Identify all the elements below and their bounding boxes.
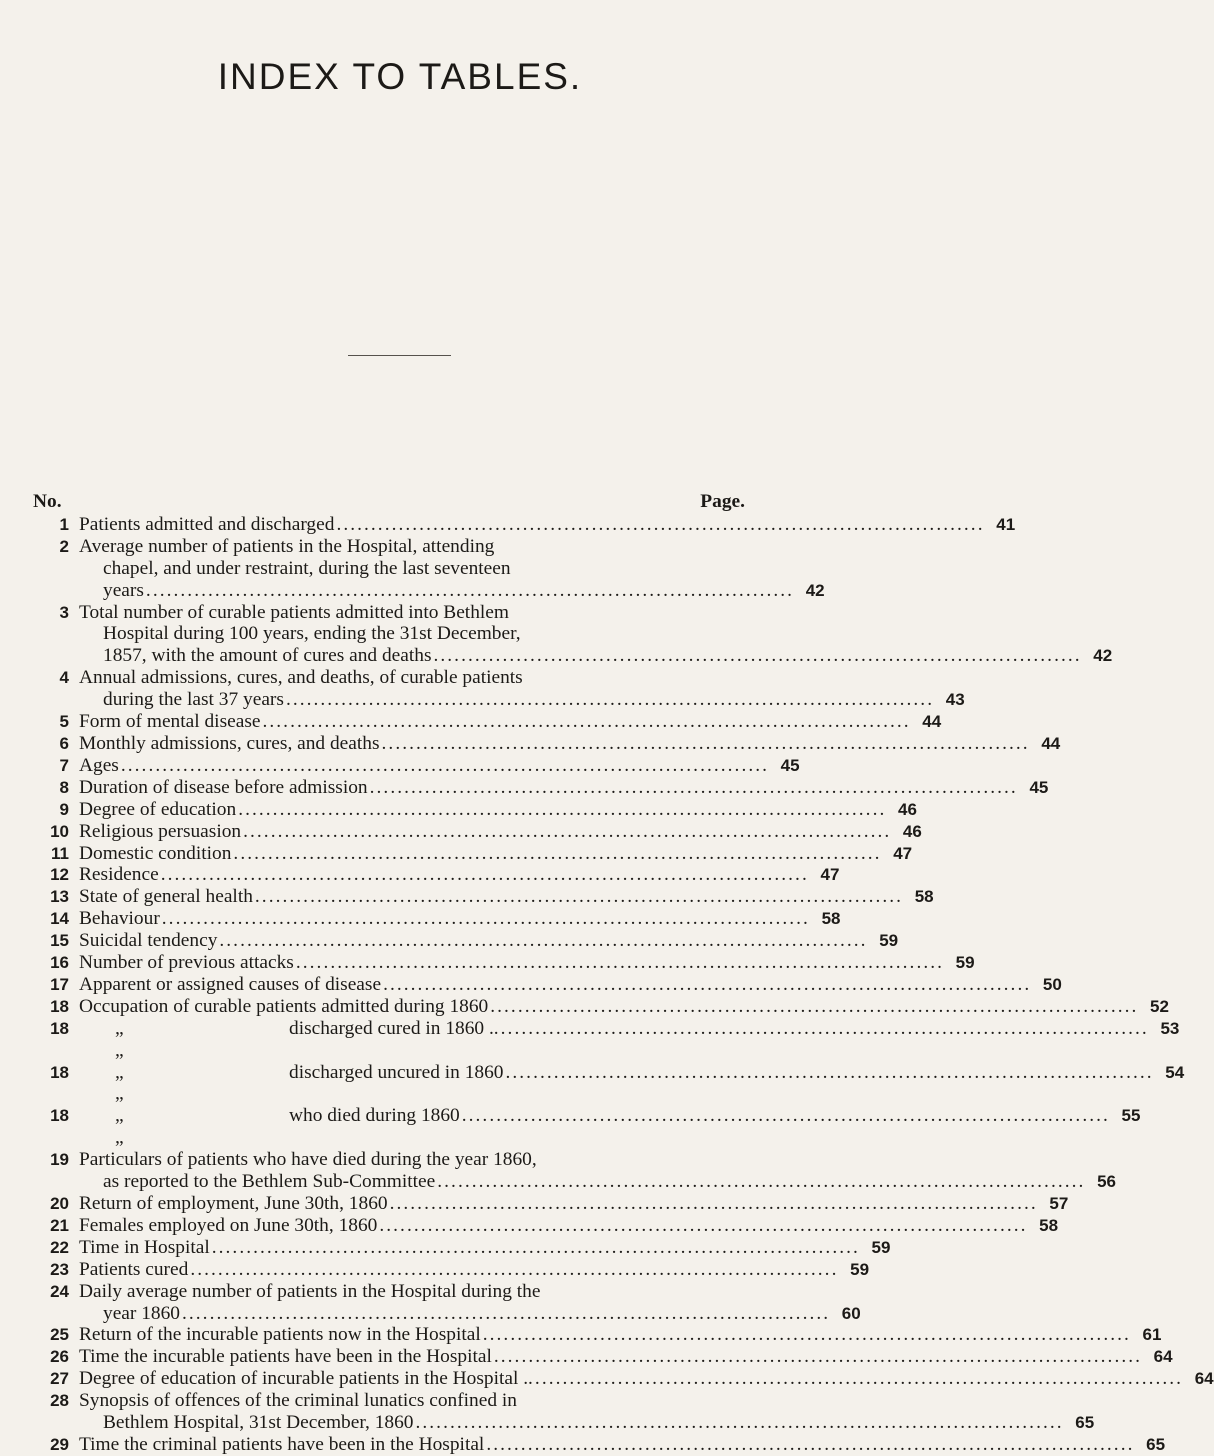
index-entry [33, 1390, 1095, 1434]
entry-text [79, 1434, 1165, 1456]
table-number: 5 [59, 712, 69, 732]
index-entry [33, 820, 922, 843]
leader-dots [190, 1259, 835, 1281]
index-entry [33, 908, 841, 930]
page-number: 42 [1093, 646, 1113, 666]
leader-dots [462, 1105, 1107, 1127]
index-list [33, 491, 1214, 1456]
table-number: 11 [51, 843, 69, 863]
entry-line: who died during 1860 [289, 1105, 460, 1127]
leader-dots [383, 974, 1028, 996]
index-entry [33, 886, 934, 908]
index-entry [33, 1193, 1069, 1215]
entry-line: as reported to the Bethlem Sub-Committee [103, 1171, 436, 1193]
entry-line: Ages [79, 754, 119, 776]
entry-text [79, 843, 912, 865]
index-entry [33, 864, 840, 886]
page-number: 59 [879, 931, 899, 951]
leader-dots [416, 1412, 1061, 1434]
table-number: 14 [50, 909, 69, 929]
entry-text [79, 952, 975, 974]
entry-text [79, 1237, 890, 1259]
entry-text [79, 1368, 1214, 1390]
table-number: 4 [59, 668, 69, 688]
entry-line: State of general health [79, 886, 253, 908]
ditto-mark: „ [115, 1105, 124, 1127]
leader-dots [501, 1018, 1146, 1040]
leader-dots [121, 755, 766, 777]
page-number: 47 [820, 865, 840, 885]
entry-text [79, 1346, 1173, 1368]
entry-line: Daily average number of patients in the Hospital during the [79, 1280, 541, 1302]
leader-dots [382, 733, 1027, 755]
title-rule [348, 355, 451, 356]
page-number: 64 [1153, 1347, 1173, 1367]
leader-dots [162, 908, 807, 930]
table-number: 24 [50, 1281, 69, 1301]
entry-text [79, 908, 841, 930]
index-entry [33, 1368, 1214, 1390]
leader-dots [233, 843, 878, 865]
page-number: 46 [902, 821, 922, 841]
entry-line: Degree of education of incurable patients in the Hospital .. [79, 1368, 533, 1390]
ditto-mark: „ [115, 1127, 124, 1149]
page-number: 45 [1029, 777, 1049, 797]
entry-line: Hospital during 100 years, ending the 31st December, [103, 623, 521, 645]
table-number: 25 [50, 1325, 69, 1345]
table-number: 27 [50, 1369, 69, 1389]
table-number: 22 [50, 1237, 69, 1257]
leader-dots [483, 1324, 1128, 1346]
entry-line: Patients admitted and discharged [79, 513, 335, 535]
entry-line: Particulars of patients who have died during the year 1860, [79, 1149, 537, 1171]
page-number: 44 [922, 712, 942, 732]
table-number: 23 [50, 1259, 69, 1279]
index-entry [33, 1280, 861, 1325]
entry-text [79, 711, 941, 733]
index-entry [33, 952, 975, 974]
table-number: 21 [50, 1215, 69, 1235]
index-entry [33, 1149, 1116, 1193]
page-number: 52 [1150, 996, 1169, 1016]
entry-line: 1857, with the amount of cures and deaths [103, 645, 432, 667]
column-headers [33, 491, 745, 513]
leader-dots [506, 1062, 1151, 1084]
entry-line: chapel, and under restraint, during the last seventeen [103, 557, 511, 579]
leader-dots [336, 514, 981, 536]
index-entry [33, 930, 899, 952]
entry-line: Domestic condition [79, 842, 232, 864]
entry-text [79, 1105, 1140, 1149]
entry-text [79, 930, 898, 952]
index-rows [33, 513, 1214, 1456]
table-number: 17 [50, 974, 69, 994]
entry-line: during the last 37 years [103, 689, 284, 711]
entry-line: Patients cured [79, 1258, 189, 1280]
index-entry [33, 798, 917, 821]
entry-text [79, 733, 1060, 755]
entry-text [79, 536, 825, 602]
table-number: 15 [50, 931, 69, 951]
ditto-mark: „ [115, 1083, 124, 1105]
page-number: 59 [871, 1237, 891, 1257]
index-entry [33, 601, 1113, 668]
page-number: 57 [1049, 1194, 1069, 1213]
page-number: 58 [1039, 1215, 1059, 1235]
page-title: INDEX TO TABLES. [217, 56, 583, 97]
leader-dots [379, 1215, 1024, 1237]
leader-dots [219, 930, 864, 952]
page-number: 65 [1075, 1413, 1095, 1433]
page-number: 55 [1121, 1106, 1141, 1126]
leader-dots [212, 1237, 857, 1259]
entry-text [79, 799, 917, 821]
leader-dots [182, 1303, 827, 1325]
table-number: 29 [50, 1434, 69, 1454]
page-number: 59 [850, 1259, 870, 1279]
table-number: 28 [50, 1391, 69, 1411]
page-number: 45 [780, 755, 800, 775]
entry-text [79, 667, 965, 711]
entry-line: Form of mental disease [79, 711, 261, 733]
ditto-mark: „ [115, 1039, 124, 1061]
entry-text [79, 1259, 869, 1281]
leader-dots [437, 1171, 1082, 1193]
table-number: 18 [50, 1106, 69, 1126]
entry-text [79, 602, 1112, 668]
entry-line: discharged uncured in 1860 [289, 1061, 504, 1083]
table-number: 26 [50, 1347, 69, 1367]
table-number: 7 [59, 755, 69, 775]
index-entry [33, 1324, 1162, 1346]
entry-line: discharged cured in 1860 .. [289, 1017, 499, 1039]
entry-text [79, 514, 1015, 536]
index-entry [33, 1105, 1141, 1149]
table-number: 19 [50, 1150, 69, 1170]
entry-line: Religious persuasion [79, 820, 242, 842]
ditto-mark: „ [115, 1017, 124, 1039]
entry-line: Behaviour [79, 908, 160, 930]
entry-text [79, 755, 800, 777]
leader-dots [494, 1346, 1139, 1368]
entry-line: year 1860 [103, 1302, 180, 1324]
entry-text [79, 1281, 861, 1325]
entry-text [79, 1324, 1161, 1346]
entry-line: Time the incurable patients have been in the Hospital [79, 1346, 492, 1368]
entry-line: Time in Hospital [79, 1236, 210, 1258]
leader-dots [535, 1368, 1180, 1390]
index-entry [33, 1236, 891, 1259]
table-number: 18 [50, 1062, 69, 1082]
entry-text [79, 1193, 1068, 1215]
entry-line: Total number of curable patients admitted into Bethlem [79, 601, 509, 623]
leader-dots [390, 1193, 1035, 1215]
entry-line: Number of previous attacks [79, 952, 294, 974]
table-number: 8 [59, 777, 69, 797]
page-column-header: Page. [700, 491, 745, 512]
index-entry [33, 1258, 870, 1281]
entry-text [79, 1390, 1094, 1434]
leader-dots [286, 689, 931, 711]
leader-dots [146, 580, 791, 602]
entry-line: Suicidal tendency [79, 930, 218, 952]
index-entry [33, 754, 800, 777]
page-number: 42 [805, 580, 825, 600]
page-number: 54 [1165, 1062, 1185, 1082]
entry-line: Return of the incurable patients now in the Hospital [79, 1324, 481, 1346]
page-number: 44 [1041, 733, 1061, 753]
index-entry [33, 842, 913, 865]
table-number: 18 [50, 996, 69, 1016]
index-entry [33, 1433, 1166, 1456]
page-number: 61 [1142, 1325, 1162, 1345]
page-number: 50 [1042, 974, 1062, 994]
entry-line: Time the criminal patients have been in the Hospital [79, 1433, 485, 1455]
entry-line: Bethlem Hospital, 31st December, 1860 [103, 1412, 414, 1434]
entry-text [79, 996, 1169, 1018]
page-number: 60 [841, 1303, 861, 1323]
entry-line: Females employed on June 30th, 1860 [79, 1214, 378, 1236]
entry-line: Occupation of curable patients admitted during 1860 [79, 995, 489, 1017]
entry-text [79, 821, 922, 843]
index-entry [33, 732, 1061, 755]
entry-text [79, 1149, 1116, 1193]
leader-dots [434, 645, 1079, 667]
leader-dots [255, 886, 900, 908]
entry-line: years [103, 579, 144, 601]
page-number: 64 [1194, 1369, 1214, 1389]
entry-text [79, 777, 1048, 799]
page-number: 53 [1160, 1018, 1180, 1038]
table-number: 13 [50, 887, 69, 907]
page-number: 46 [898, 799, 917, 819]
index-entry [33, 1061, 1185, 1106]
ditto-mark: „ [115, 1061, 124, 1083]
page-number: 58 [821, 909, 841, 929]
index-entry [33, 1214, 1059, 1237]
table-number: 10 [50, 821, 69, 841]
table-number: 20 [50, 1194, 69, 1213]
page-number: 43 [945, 690, 965, 710]
leader-dots [486, 1434, 1131, 1456]
table-number: 16 [50, 953, 69, 973]
table-number: 3 [59, 602, 69, 622]
entry-text [79, 864, 839, 886]
index-entry [33, 973, 1062, 996]
leader-dots [161, 864, 806, 886]
entry-text [79, 1215, 1058, 1237]
table-number: 9 [59, 799, 69, 819]
leader-dots [262, 711, 907, 733]
entry-text [79, 1062, 1184, 1106]
entry-line: Residence [79, 864, 159, 886]
entry-text [79, 1018, 1179, 1062]
table-number: 6 [59, 733, 69, 753]
index-entry [33, 513, 1016, 536]
table-number: 18 [50, 1018, 69, 1038]
index-entry [33, 995, 1169, 1018]
index-entry [33, 667, 965, 711]
entry-line: Duration of disease before admission [79, 776, 368, 798]
table-number: 2 [59, 536, 69, 556]
table-number: 1 [59, 514, 69, 534]
no-column-header: No. [33, 491, 62, 512]
entry-line: Degree of education [79, 798, 237, 820]
table-number: 12 [50, 865, 69, 885]
entry-line: Monthly admissions, cures, and deaths [79, 732, 380, 754]
index-entry [33, 1017, 1180, 1062]
entry-line: Apparent or assigned causes of disease [79, 973, 382, 995]
leader-dots [238, 799, 883, 821]
entry-text [79, 974, 1062, 996]
entry-line: Synopsis of offences of the criminal lunatics confined in [79, 1390, 517, 1412]
index-entry [33, 1346, 1173, 1368]
page-number: 56 [1097, 1172, 1116, 1192]
page-number: 47 [893, 843, 913, 863]
leader-dots [243, 821, 888, 843]
index-entry [33, 776, 1049, 799]
leader-dots [370, 777, 1015, 799]
entry-line: Return of employment, June 30th, 1860 [79, 1193, 388, 1214]
index-entry [33, 711, 942, 733]
entry-line: Average number of patients in the Hospital, attending [79, 535, 495, 557]
entry-line: Annual admissions, cures, and deaths, of curable patients [79, 667, 523, 689]
entry-text [79, 886, 934, 908]
page-number: 59 [955, 953, 975, 973]
page-number: 65 [1146, 1434, 1166, 1454]
page-number: 58 [914, 887, 934, 907]
leader-dots [296, 952, 941, 974]
index-entry [33, 535, 825, 602]
leader-dots [490, 996, 1135, 1018]
page-number: 41 [996, 514, 1016, 534]
